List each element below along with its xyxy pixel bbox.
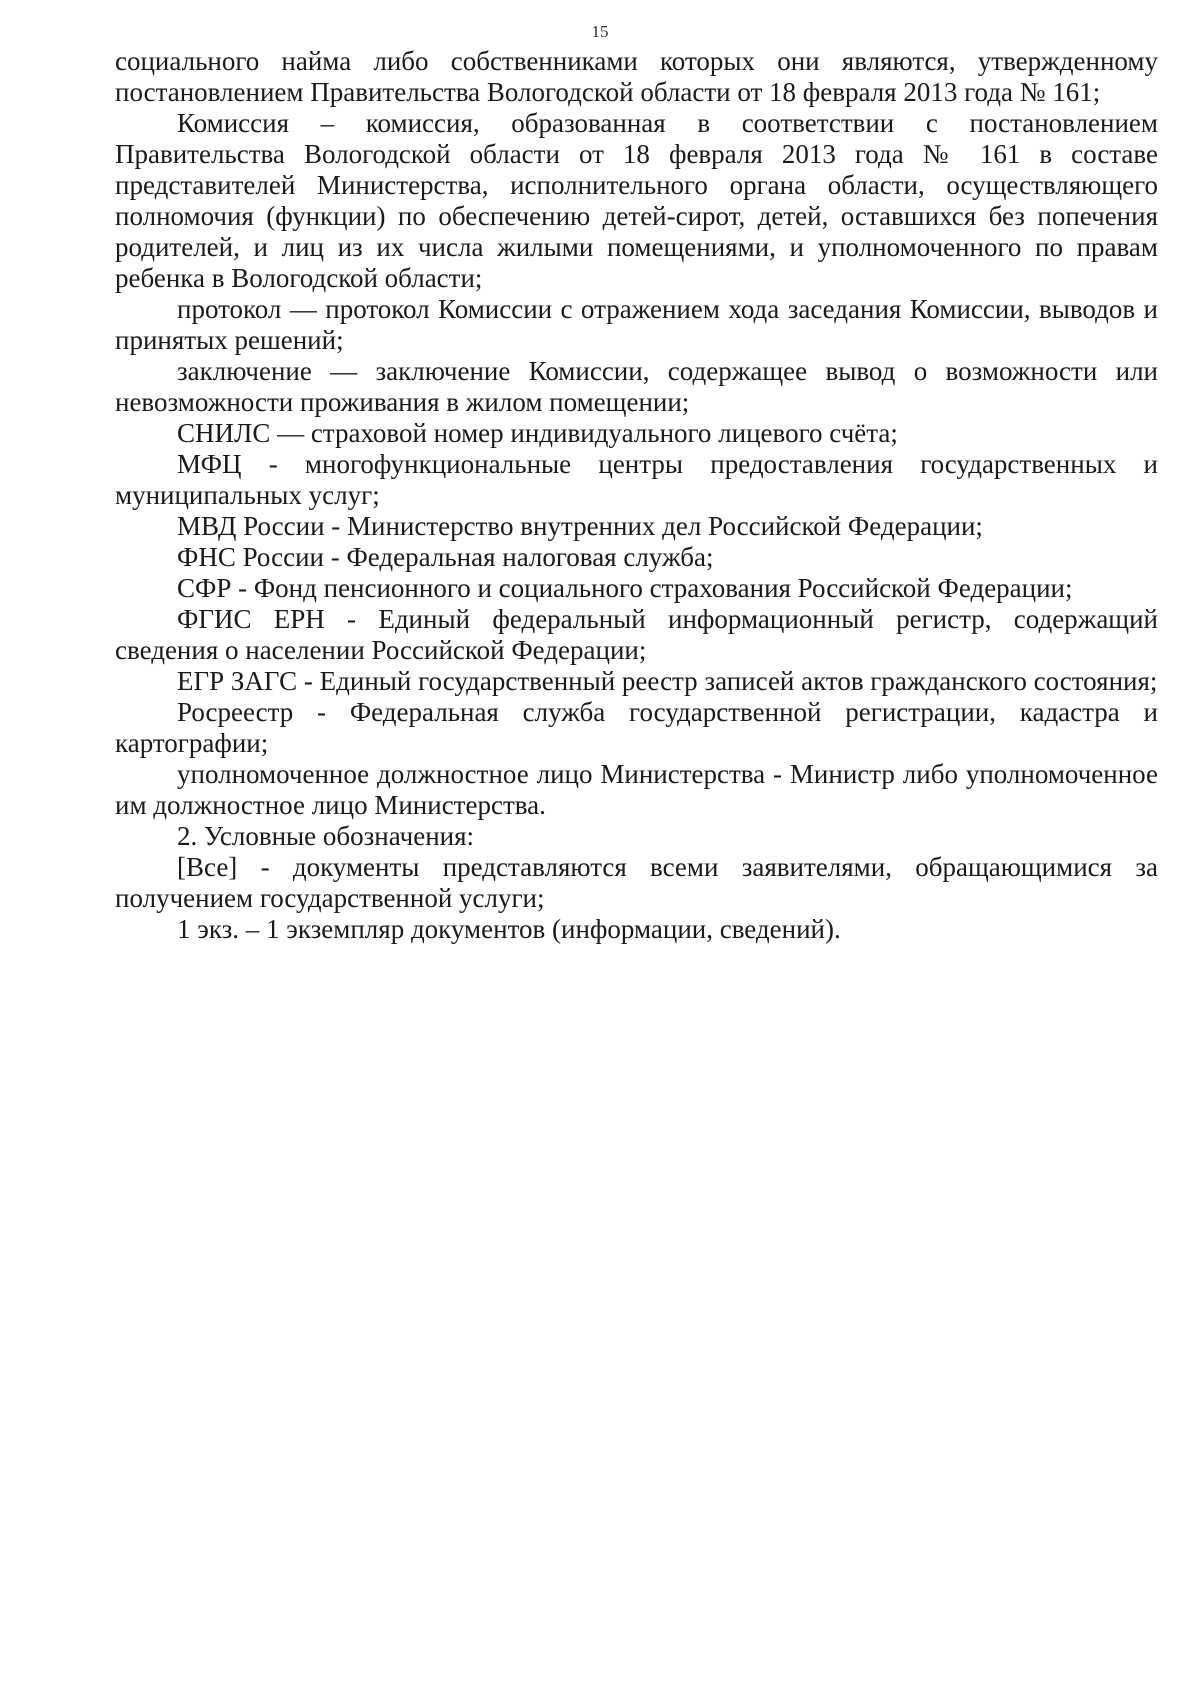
section-heading-conventions: 2. Условные обозначения: bbox=[177, 821, 475, 851]
paragraph-authorized-official-definition: уполномоченное должностное лицо Министерства - Министр либо уполномоченное им должностное лицо Министерства. bbox=[115, 759, 1158, 820]
paragraph-protocol-definition: протокол — протокол Комиссии с отражением хода заседания Комиссии, выводов и принятых решений; bbox=[115, 294, 1158, 355]
paragraph-mfc-definition: МФЦ - многофункциональные центры предоставления государственных и муниципальных услуг; bbox=[115, 449, 1158, 510]
paragraph-continuation: социального найма либо собственниками которых они являются, утвержденному постановлением Правительства Вологодской области от 18 февраля 2013 года № 161; bbox=[115, 46, 1158, 107]
page-number: 15 bbox=[591, 22, 609, 41]
paragraph-copies-convention: 1 экз. – 1 экземпляр документов (информации, сведений). bbox=[177, 914, 841, 944]
paragraph-rosreestr-definition: Росреестр - Федеральная служба государственной регистрации, кадастра и картографии; bbox=[115, 697, 1158, 758]
paragraph-fns-definition: ФНС России - Федеральная налоговая служба; bbox=[177, 542, 714, 572]
paragraph-conclusion-definition: заключение — заключение Комиссии, содержащее вывод о возможности или невозможности проживания в жилом помещении; bbox=[115, 356, 1158, 417]
paragraph-fgis-ern-definition: ФГИС ЕРН - Единый федеральный информационный регистр, содержащий сведения о населении Российской Федерации; bbox=[115, 604, 1158, 665]
paragraph-snils-definition: СНИЛС — страховой номер индивидуального лицевого счёта; bbox=[177, 418, 898, 448]
document-body bbox=[115, 46, 1158, 945]
paragraph-all-applicants-convention: [Все] - документы представляются всеми заявителями, обращающимися за получением государственной услуги; bbox=[115, 852, 1158, 913]
paragraph-mvd-definition: МВД России - Министерство внутренних дел Российской Федерации; bbox=[177, 511, 983, 541]
paragraph-sfr-definition: СФР - Фонд пенсионного и социального страхования Российской Федерации; bbox=[177, 573, 1073, 603]
paragraph-commission-definition: Комиссия – комиссия, образованная в соответствии с постановлением Правительства Вологодской области от 18 февраля 2013 года № 161 в составе представителей Министерства, исполнительного органа области, осуществляющего полномочия (функции) по обеспечению детей-сирот, детей, оставшихся без попечения родителей, и лиц из их числа жилыми помещениями, и уполномоченного по правам ребенка в Вологодской области; bbox=[115, 108, 1158, 293]
paragraph-egr-zags-definition: ЕГР ЗАГС - Единый государственный реестр записей актов гражданского состояния; bbox=[177, 666, 1158, 696]
